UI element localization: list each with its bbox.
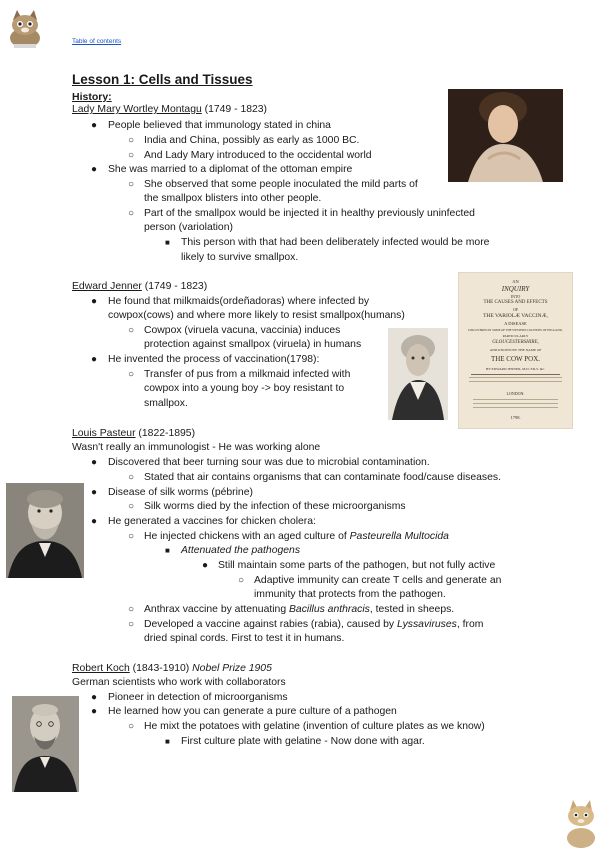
book-line: PARTICULARLY <box>502 334 529 338</box>
list-item-continued: the smallpox blisters into other people. <box>144 193 322 204</box>
book-line: AND KNOWN BY THE NAME OF <box>489 348 542 352</box>
book-line: DISCOVERED IN SOME OF THE WESTERN COUNTIES OF ENGLAND, <box>468 328 563 332</box>
list-item: Part of the smallpox would be injected it in healthy previously uninfected <box>144 208 475 219</box>
bullet-circle: ○ <box>128 531 135 542</box>
list-item: Cowpox (viruela vacuna, vaccinia) induces <box>144 325 341 336</box>
list-item: Transfer of pus from a milkmaid infected with <box>144 369 351 380</box>
pasteur-portrait-image <box>6 483 84 578</box>
bullet-disc: ● <box>91 692 98 703</box>
book-line: 1798. <box>510 415 521 420</box>
bullet-square: ■ <box>165 546 170 555</box>
page-title: Lesson 1: Cells and Tissues <box>72 72 253 87</box>
book-line: A DISEASE <box>504 321 527 326</box>
book-rule <box>473 399 558 400</box>
list-item-text: He injected chickens with an aged culture of <box>144 531 350 542</box>
list-item <box>144 603 454 617</box>
list-item: Stated that air contains organisms that can contaminate food/cause diseases. <box>144 472 501 483</box>
bullet-circle: ○ <box>128 501 135 512</box>
bullet-disc: ● <box>91 516 98 527</box>
pasteur-dates: (1822-1895) <box>135 428 196 439</box>
list-item: Pioneer in detection of microorganisms <box>108 692 288 703</box>
list-item-text: , tested in sheeps. <box>369 604 455 615</box>
list-item: First culture plate with gelatine - Now done with agar. <box>181 736 425 747</box>
list-item <box>144 618 483 632</box>
montagu-name-link[interactable]: Lady Mary Wortley Montagu <box>72 104 202 115</box>
koch-nobel-prize: Nobel Prize 1905 <box>192 663 272 674</box>
list-item-italic: Bacillus anthracis <box>288 604 370 615</box>
list-item-text: Anthrax vaccine by attenuating <box>144 604 289 615</box>
book-line: THE CAUSES AND EFFECTS <box>483 300 548 305</box>
jenner-name-link[interactable]: Edward Jenner <box>72 281 142 292</box>
pasteur-name-link[interactable]: Louis Pasteur <box>72 428 136 439</box>
list-item: He learned how you can generate a pure culture of a pathogen <box>108 706 397 717</box>
list-item: Attenuated the pathogens <box>181 545 301 556</box>
book-line: BY EDWARD JENNER, M.D. F.R.S. &c. <box>485 367 546 371</box>
book-line: INTO <box>510 294 521 299</box>
list-item: She observed that some people inoculated the mild parts of <box>144 179 418 190</box>
bullet-circle: ○ <box>128 721 135 732</box>
list-item-text: Developed a vaccine against rabies (rabia), caused by <box>144 619 397 630</box>
list-item: He invented the process of vaccination(1798): <box>108 354 320 365</box>
history-heading: History: <box>72 91 112 103</box>
jenner-dates: (1749 - 1823) <box>141 281 208 292</box>
bullet-disc: ● <box>91 354 98 365</box>
book-line: THE COW POX. <box>490 355 541 363</box>
bullet-circle: ○ <box>128 325 135 336</box>
bullet-disc: ● <box>91 457 98 468</box>
bullet-disc: ● <box>91 296 98 307</box>
list-item: He mixt the potatoes with gelatine (invention of culture plates as we know) <box>144 721 485 732</box>
book-rule <box>471 374 560 375</box>
bullet-circle: ○ <box>128 208 135 219</box>
book-line: LONDON: <box>506 391 525 396</box>
list-item <box>144 530 449 544</box>
book-rule <box>473 407 558 408</box>
table-of-contents-link[interactable]: Table of contents <box>72 38 122 45</box>
koch-name-link[interactable]: Robert Koch <box>72 663 130 674</box>
bullet-disc: ● <box>202 560 209 571</box>
bullet-circle: ○ <box>128 369 135 380</box>
pasteur-intro: Wasn't really an immunologist - He was working alone <box>72 442 321 453</box>
bullet-circle: ○ <box>238 575 245 586</box>
bullet-circle: ○ <box>128 179 135 190</box>
bullet-circle: ○ <box>128 135 135 146</box>
list-item: He generated a vaccines for chicken cholera: <box>108 516 316 527</box>
bullet-disc: ● <box>91 487 98 498</box>
book-line: THE VARIOLÆ VACCINÆ, <box>483 313 548 319</box>
list-item-continued: person (variolation) <box>144 222 233 233</box>
list-item-continued: cowpox into a young boy -> boy resistant to <box>144 383 345 394</box>
book-rule <box>473 403 558 404</box>
list-item: Disease of silk worms (pébrine) <box>108 487 253 498</box>
list-item-continued: smallpox. <box>144 398 188 409</box>
jenner-heading <box>72 280 207 294</box>
list-item-italic: Pasteurella Multocida <box>349 531 449 542</box>
list-item: India and China, possibly as early as 1000 BC. <box>144 135 360 146</box>
cat-sticker-top-left <box>4 8 46 50</box>
list-item-italic: Lyssaviruses <box>396 619 457 630</box>
inquiry-book-title-page-image <box>458 272 573 429</box>
list-item-continued: immunity that protects from the pathogen. <box>254 589 446 600</box>
list-item: And Lady Mary introduced to the occidental world <box>144 150 372 161</box>
bullet-disc: ● <box>91 164 98 175</box>
list-item: This person with that had been deliberately infected would be more <box>181 237 490 248</box>
pasteur-heading <box>72 427 195 441</box>
bullet-circle: ○ <box>128 472 135 483</box>
list-item-text: , from <box>456 619 484 630</box>
book-line: INQUIRY <box>501 285 530 293</box>
bullet-disc: ● <box>91 120 98 131</box>
bullet-square: ■ <box>165 238 170 247</box>
book-rule <box>469 381 562 382</box>
bullet-circle: ○ <box>128 150 135 161</box>
book-line: GLOUCESTERSHIRE, <box>492 340 539 345</box>
koch-intro: German scientists who work with collaborators <box>72 677 286 688</box>
list-item: Silk worms died by the infection of these microorganisms <box>144 501 406 512</box>
list-item: Adaptive immunity can create T cells and generate an <box>254 575 502 586</box>
bullet-circle: ○ <box>128 604 135 615</box>
montagu-heading <box>72 103 267 117</box>
montagu-portrait-image <box>448 89 563 182</box>
list-item-continued: protection against smallpox (viruela) in humans <box>144 339 362 350</box>
cat-sticker-bottom-right <box>562 800 600 848</box>
montagu-dates: (1749 - 1823) <box>201 104 268 115</box>
list-item: People believed that immunology stated in china <box>108 120 331 131</box>
bullet-disc: ● <box>91 706 98 717</box>
list-item: Still maintain some parts of the pathogen, but not fully active <box>218 560 496 571</box>
list-item-continued: likely to survive smallpox. <box>181 252 299 263</box>
list-item: He found that milkmaids(ordeñadoras) where infected by <box>108 296 370 307</box>
jenner-portrait-image <box>388 328 448 420</box>
list-item: Discovered that beer turning sour was due to microbial contamination. <box>108 457 430 468</box>
bullet-circle: ○ <box>128 619 135 630</box>
book-line: AN <box>512 279 519 284</box>
list-item-continued: dried spinal cords. First to test it in humans. <box>144 633 345 644</box>
koch-portrait-image <box>12 696 79 792</box>
book-rule <box>469 377 562 378</box>
book-line: OF <box>512 307 519 312</box>
list-item-continued: cowpox(cows) and where more likely to resist smallpox(humans) <box>108 310 405 321</box>
koch-dates: (1843-1910) <box>129 663 193 674</box>
list-item: She was married to a diplomat of the ottoman empire <box>108 164 353 175</box>
koch-heading <box>72 662 272 676</box>
bullet-square: ■ <box>165 737 170 746</box>
